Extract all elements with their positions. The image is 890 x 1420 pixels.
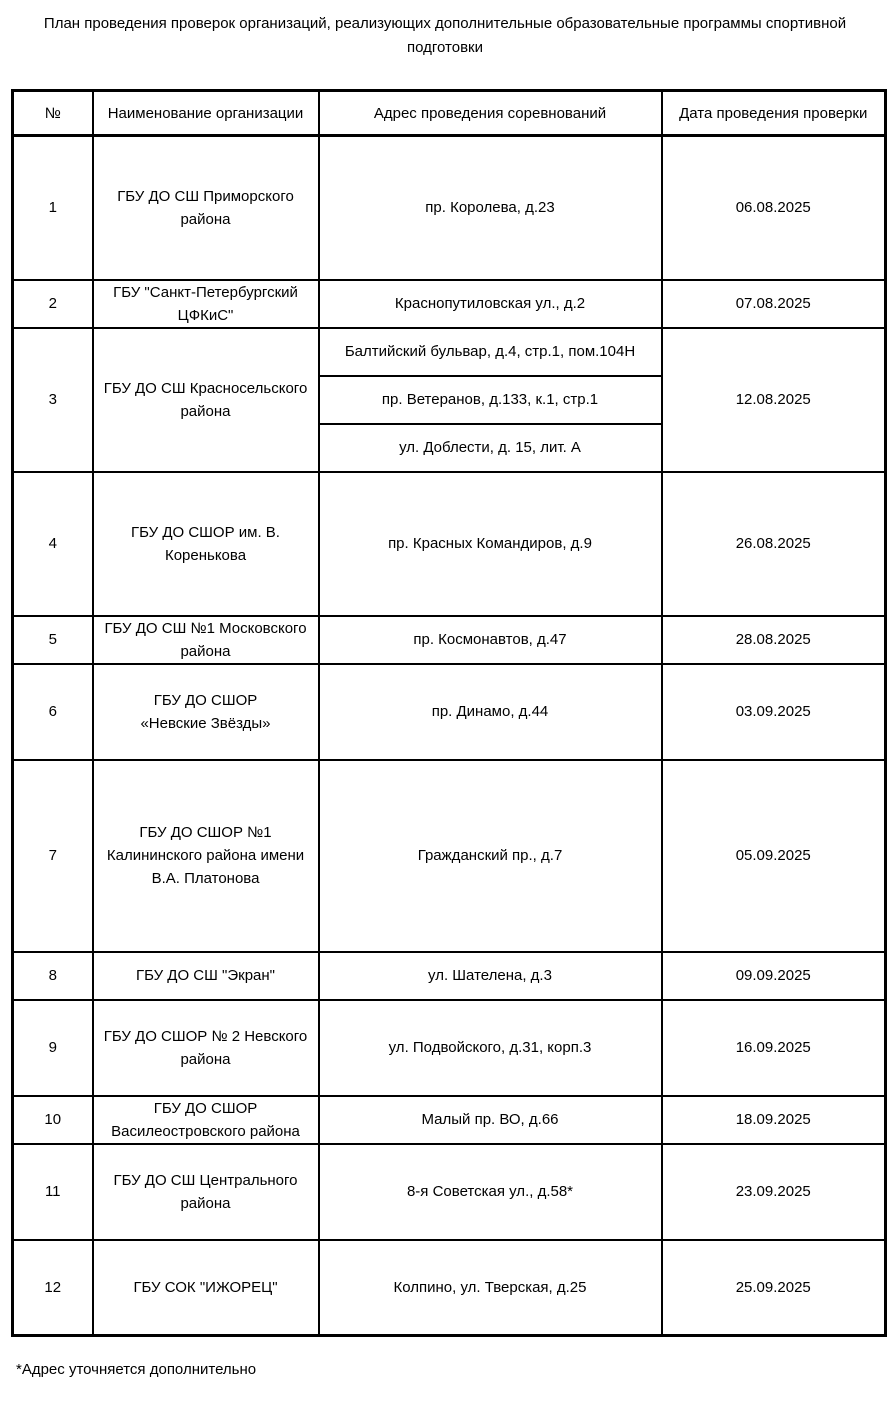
organization-line: района — [180, 402, 231, 420]
organization-line: ГБУ ДО СШОР — [153, 1099, 258, 1117]
organization-line: ГБУ ДО СШОР им. В. — [131, 523, 280, 541]
organization-line: Калининского района имени — [106, 847, 305, 864]
address-cell: Колпино, ул. Тверская, д.25 — [319, 1240, 662, 1336]
organization-line: ГБУ СОК "ИЖОРЕЦ" — [133, 1278, 278, 1296]
row-number: 8 — [13, 952, 93, 1000]
organization-line: ГБУ ДО СШ Центрального — [113, 1171, 298, 1189]
table-row — [13, 1144, 886, 1240]
organization-line: ГБУ ДО СШОР № 2 Невского — [103, 1027, 308, 1045]
organization-name — [93, 328, 319, 472]
organization-line: района — [180, 1050, 231, 1068]
organization-line: ГБУ ДО СШ "Экран" — [135, 967, 276, 984]
table-row — [13, 664, 886, 760]
date-cell: 09.09.2025 — [662, 952, 886, 1000]
table-row — [13, 616, 886, 664]
page-title-line-1: План проведения проверок организаций, реализующих дополнительные образовательные программы спортивной — [43, 15, 847, 32]
header-number: № — [13, 91, 93, 136]
date-cell: 26.08.2025 — [662, 472, 886, 616]
date-cell: 25.09.2025 — [662, 1240, 886, 1336]
organization-name — [93, 1096, 319, 1144]
date-cell: 18.09.2025 — [662, 1096, 886, 1144]
address-cell: 8-я Советская ул., д.58* — [319, 1144, 662, 1240]
page-title-line-2: подготовки — [407, 39, 483, 56]
table-header-row — [13, 91, 886, 136]
header-address: Адрес проведения соревнований — [319, 91, 662, 136]
date-cell: 06.08.2025 — [662, 136, 886, 280]
address-cell: Малый пр. ВО, д.66 — [319, 1096, 662, 1144]
organization-line: ГБУ ДО СШ Красносельского — [103, 379, 308, 397]
row-number: 3 — [13, 328, 93, 472]
address-cell: ул. Подвойского, д.31, корп.3 — [319, 1000, 662, 1096]
row-number: 2 — [13, 280, 93, 328]
row-number: 5 — [13, 616, 93, 664]
organization-name — [93, 1240, 319, 1336]
address-cell: пр. Красных Командиров, д.9 — [319, 472, 662, 616]
table-row — [13, 472, 886, 616]
organization-line: ГБУ "Санкт-Петербургский — [113, 283, 298, 301]
row-number: 4 — [13, 472, 93, 616]
organization-name — [93, 136, 319, 280]
organization-name — [93, 1000, 319, 1096]
table-row — [13, 136, 886, 280]
organization-name — [93, 472, 319, 616]
organization-name — [93, 280, 319, 328]
table-row — [13, 952, 886, 1000]
date-cell: 16.09.2025 — [662, 1000, 886, 1096]
organization-name — [93, 1144, 319, 1240]
organization-line: В.А. Платонова — [151, 870, 260, 887]
row-number: 10 — [13, 1096, 93, 1144]
organization-line: «Невские Звёзды» — [140, 714, 271, 732]
date-cell: 28.08.2025 — [662, 616, 886, 664]
organization-line: ГБУ ДО СШОР — [153, 691, 258, 709]
table-row — [13, 280, 886, 328]
address-cell: ул. Доблести, д. 15, лит. А — [319, 424, 662, 472]
organization-line: Василеостровского района — [111, 1122, 300, 1140]
table-row — [13, 760, 886, 952]
address-cell: Гражданский пр., д.7 — [319, 760, 662, 952]
date-cell: 05.09.2025 — [662, 760, 886, 952]
organization-line: района — [180, 210, 231, 228]
organization-line: ЦФКиС" — [177, 306, 234, 324]
organization-line: ГБУ ДО СШ Приморского — [117, 187, 294, 205]
address-cell: пр. Динамо, д.44 — [319, 664, 662, 760]
table-row — [13, 1096, 886, 1144]
address-footnote: *Адрес уточняется дополнительно — [16, 1361, 257, 1378]
address-cell: ул. Шателена, д.3 — [319, 952, 662, 1000]
table-row — [13, 328, 886, 376]
table-row — [13, 1000, 886, 1096]
header-date: Дата проведения проверки — [662, 91, 886, 136]
organization-name — [93, 616, 319, 664]
row-number: 9 — [13, 1000, 93, 1096]
organization-line: ГБУ ДО СШОР №1 — [139, 824, 272, 841]
organization-name — [93, 664, 319, 760]
row-number: 7 — [13, 760, 93, 952]
organization-line: района — [180, 642, 231, 660]
date-cell: 03.09.2025 — [662, 664, 886, 760]
address-cell: пр. Королева, д.23 — [319, 136, 662, 280]
page-title — [0, 12, 890, 60]
organization-name — [93, 760, 319, 952]
date-cell: 12.08.2025 — [662, 328, 886, 472]
organization-line: ГБУ ДО СШ №1 Московского — [104, 619, 307, 637]
row-number: 11 — [13, 1144, 93, 1240]
row-number: 12 — [13, 1240, 93, 1336]
organization-line: Коренькова — [164, 546, 247, 564]
row-number: 6 — [13, 664, 93, 760]
table-row — [13, 1240, 886, 1336]
organization-line: района — [180, 1194, 231, 1212]
inspection-plan-table — [11, 89, 887, 1337]
address-cell: Балтийский бульвар, д.4, стр.1, пом.104Н — [319, 328, 662, 376]
date-cell: 07.08.2025 — [662, 280, 886, 328]
organization-name — [93, 952, 319, 1000]
header-organization: Наименование организации — [93, 91, 319, 136]
address-cell: пр. Космонавтов, д.47 — [319, 616, 662, 664]
row-number: 1 — [13, 136, 93, 280]
date-cell: 23.09.2025 — [662, 1144, 886, 1240]
address-cell: Краснопутиловская ул., д.2 — [319, 280, 662, 328]
address-cell: пр. Ветеранов, д.133, к.1, стр.1 — [319, 376, 662, 424]
